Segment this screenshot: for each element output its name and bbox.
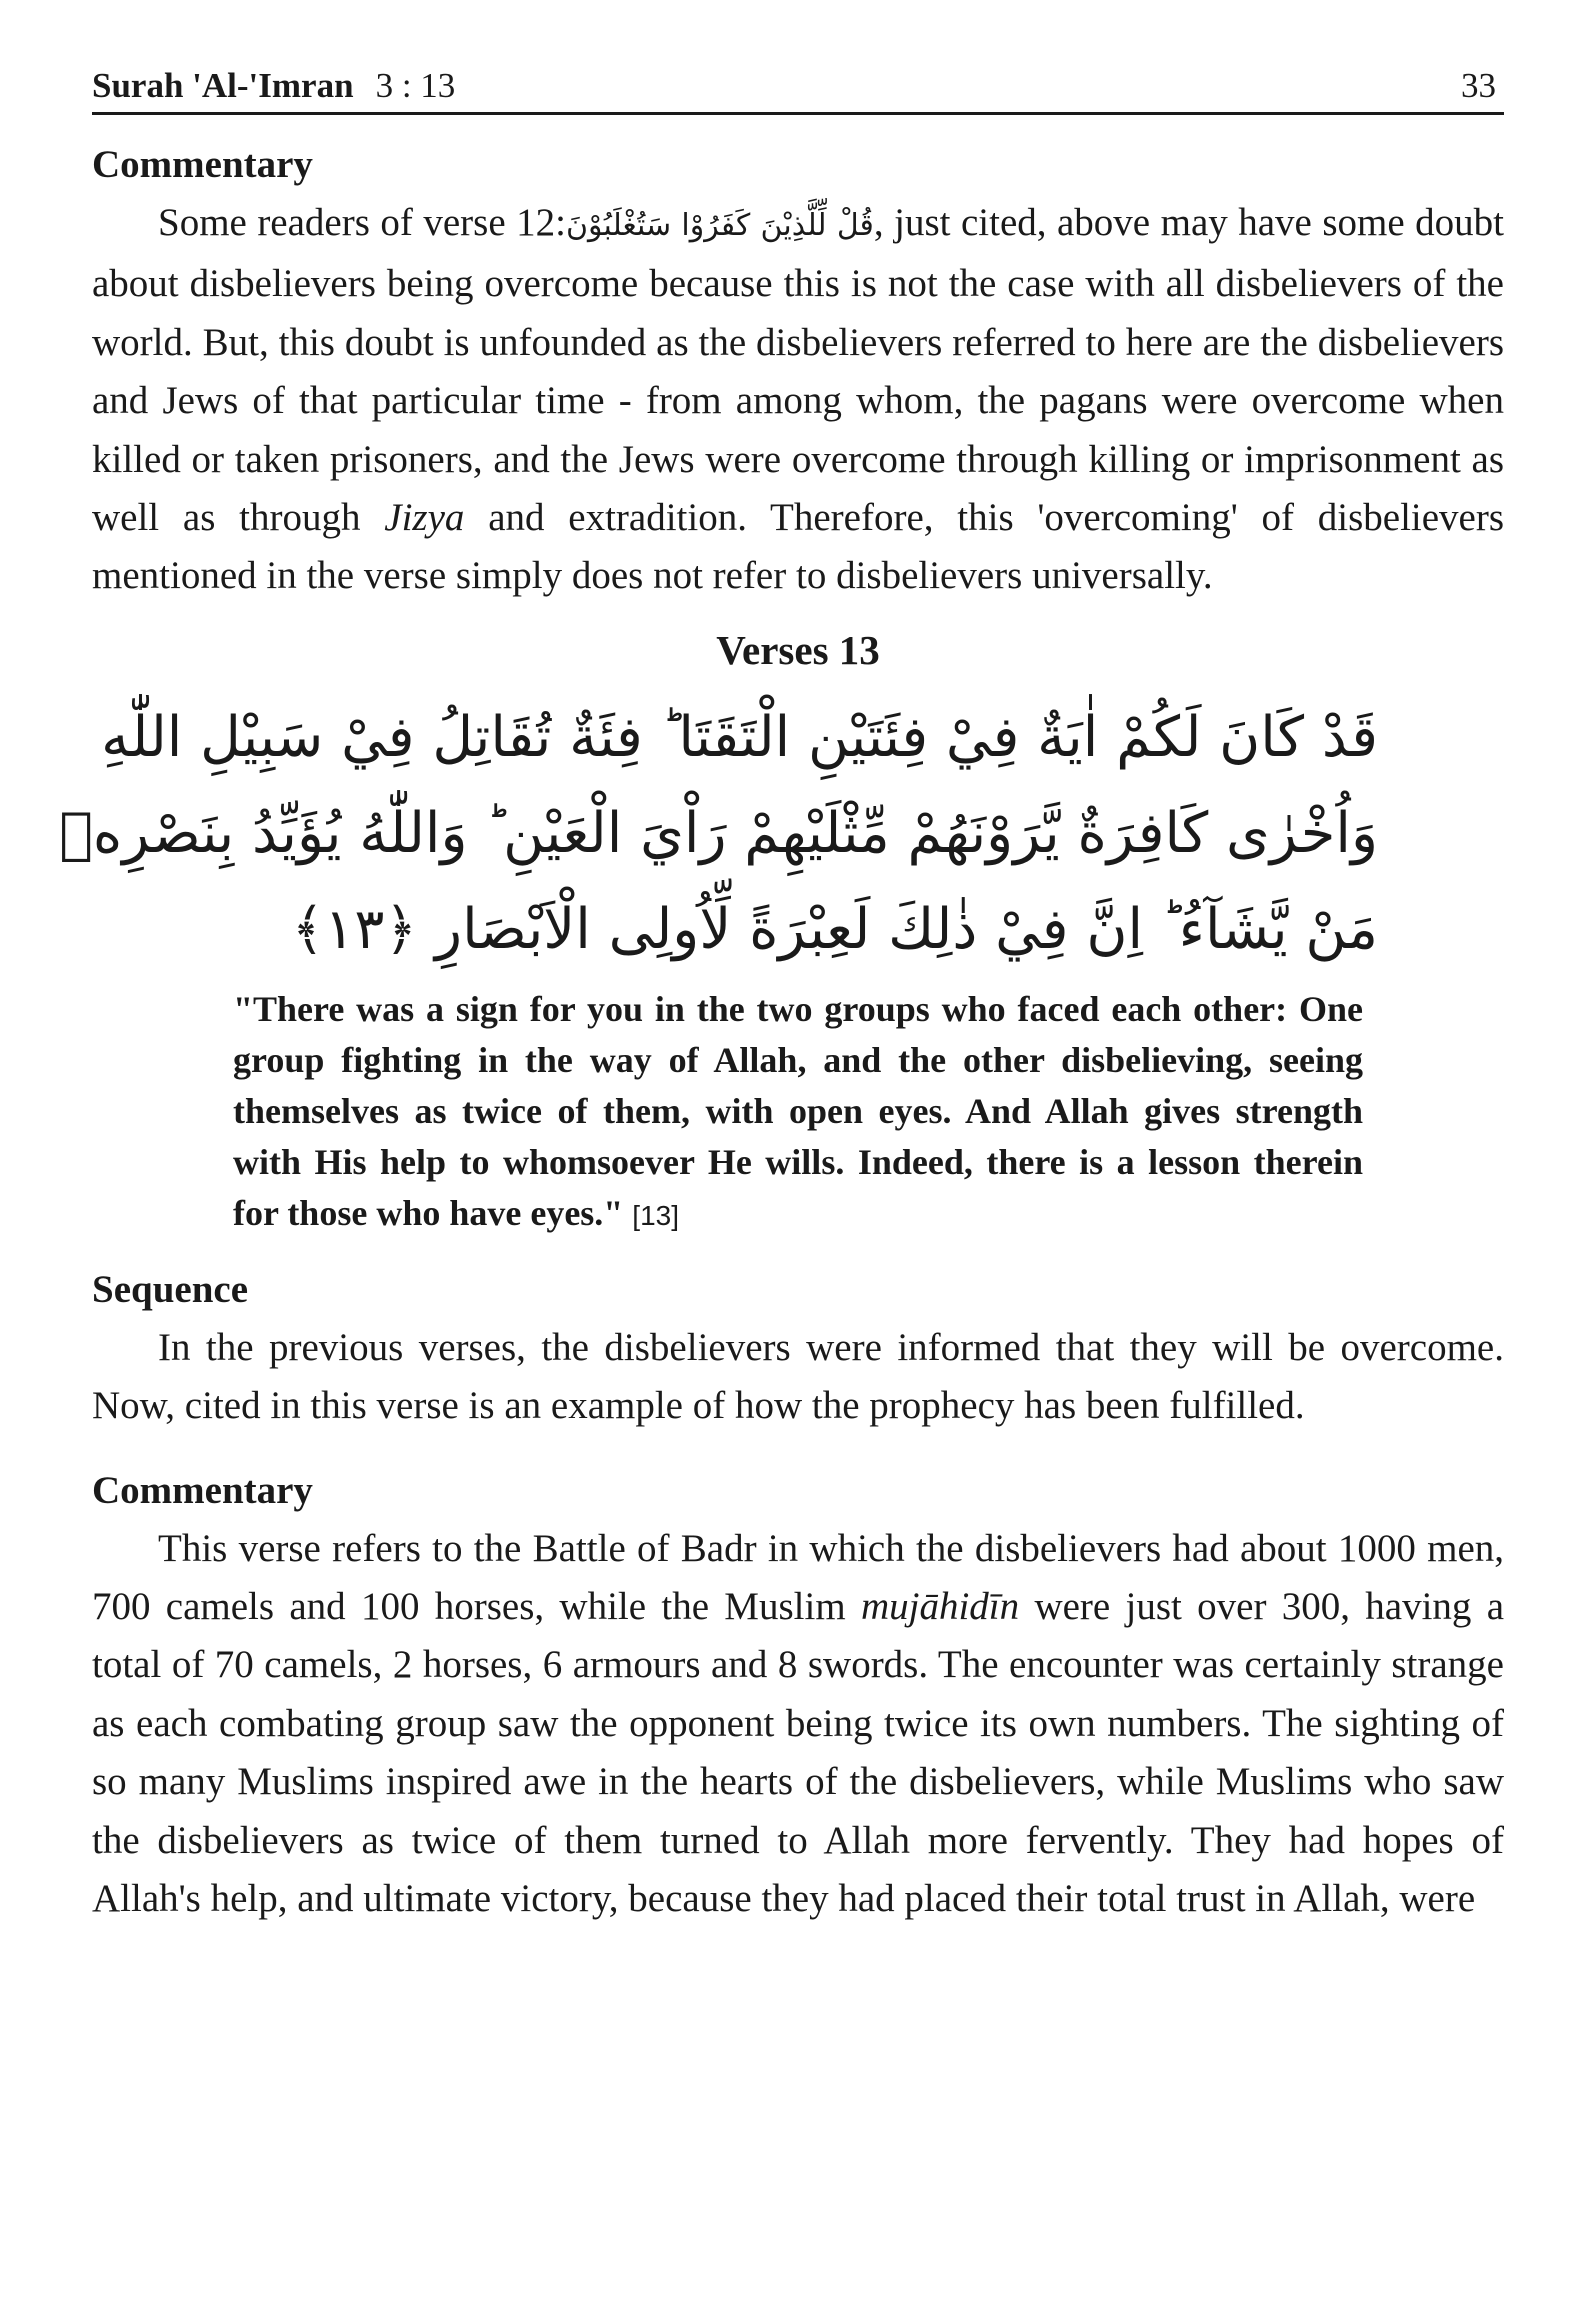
arabic-verse-block [59,690,1378,978]
commentary-text-middle: , just cited, above may have some doubt about disbelievers being overcome because this is not the case with all disbelievers of the world. But, this doubt is unfounded as the disbelievers referred to here are the disbelievers and Jews of that particular time - from among whom, the pagans were overcome when killed or taken prisoners, and the Jews were overcome through killing or imprisonment as well as through [92,201,1504,540]
commentary-heading-2: Commentary [92,1468,313,1512]
arabic-inline-quote: قُلْ لِّلَّذِيْنَ كَفَرُوْا سَتُغْلَبُوْنَ [565,208,874,243]
header-rule [92,112,1504,115]
arabic-verse-line: مَنْ يَّشَآءُ ؕ اِنَّ فِيْ ذٰلِكَ لَعِبْرَةً لِّاُولِى الْاَبْصَارِ ﴿۱۳﴾ [291,896,1378,962]
page-content [59,136,1505,1929]
verse-reference: 3 : 13 [375,66,456,105]
commentary-heading: Commentary [92,143,313,186]
surah-title: Surah 'Al-'Imran [92,66,354,105]
sequence-heading: Sequence [92,1267,248,1311]
commentary-paragraph [92,194,1504,606]
italic-term-jizya: Jizya [384,496,465,540]
arabic-verse-line: قَدْ كَانَ لَكُمْ اٰيَةٌ فِيْ فِئَتَيْنِ الْتَقَتَا ؕ فِئَةٌ تُقَاتِلُ فِيْ سَبِيْلِ اللّٰهِ [101,704,1378,770]
translation-text: "There was a sign for you in the two groups who faced each other: One group fighting in the way of Allah, and the other disbelieving, seeing themselves as twice of them, with open eyes. And Allah gives strength with His help to whomsoever He wills. Indeed, there is a lesson therein for those who have eyes." [233,988,1363,1233]
verse-number: [13] [632,1199,679,1231]
commentary-text-end: and extradition. Therefore, this 'overcoming' of disbelievers mentioned in the verse simply does not refer to disbelievers universally. [92,496,1505,598]
arabic-verse-line: وَاُخْرٰى كَافِرَةٌ يَّرَوْنَهُمْ مِّثْلَيْهِمْ رَاْيَ الْعَيْنِ ؕ وَاللّٰهُ يُؤَيِّدُ بِنَصْرِهٖ [59,800,1378,866]
verse-translation [233,984,1363,1241]
commentary-2-text-start: This verse refers to the Battle of Badr in which the disbelievers had about 1000 men, 700 camels and 100 horses, while the Muslim [92,1526,1504,1629]
page-number: 33 [1461,66,1496,105]
running-header [92,50,1504,106]
book-page [59,40,1505,2300]
sequence-paragraph: In the previous verses, the disbelievers were informed that they will be overcome. Now, cited in this verse is an example of how the prophecy has been fulfilled. [92,1325,1504,1428]
commentary-2-text-rest: were just over 300, having a total of 70 camels, 2 horses, 6 armours and 8 swords. The encounter was certainly strange as each combating group saw the opponent being twice its own numbers. The sighting of so many Muslims inspired awe in the hearts of the disbelievers, while Muslims who saw the disbelievers as twice of them turned to Allah more fervently. They had hopes of Allah's help, and ultimate victory, because they had placed their total trust in Allah, were [92,1585,1505,1921]
verses-title: Verses 13 [716,626,880,673]
italic-term-mujahidin: mujāhidīn [860,1585,1020,1629]
header-left [92,66,455,106]
commentary-text-start: Some readers of verse 12: [158,201,566,244]
commentary-paragraph-2 [92,1520,1504,1929]
